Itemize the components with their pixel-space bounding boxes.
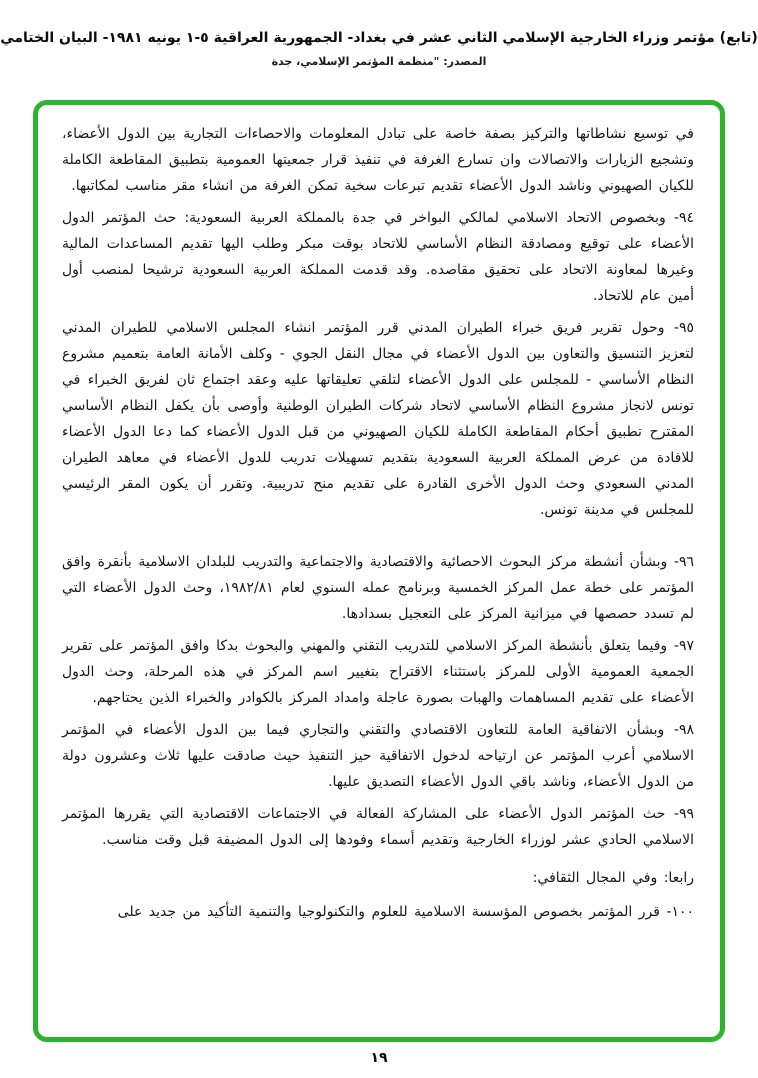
paragraph-98: ٩٨- وبشأن الاتفاقية العامة للتعاون الاقتصادي والتقني والتجاري فيما بين الدول الأعضاء في المؤتمر الاسلامي أعرب المؤتمر عن ارتياحه لدخول الاتفاقية حيز التنفيذ حيث صادقت عليها ثلاث وعشرون دولة من الدول الأعضاء، وناشد باقي الدول الأعضاء التصديق عليها. xyxy=(62,722,694,790)
conference-title: (تابع) مؤتمر وزراء الخارجية الإسلامي الثاني عشر في بغداد- الجمهورية العراقية ‭١-٥‬ يونيه ١٩٨١- البيان الختامي xyxy=(0,30,758,46)
paragraph-continuation: في توسيع نشاطاتها والتركيز بصفة خاصة على تبادل المعلومات والاحصاءات التجارية بين الدول الأعضاء، وتشجيع الزيارات والاتصالات وان تسارع الغرفة في تنفيذ قرار جمعيتها العمومية بتطبيق المقاطعة الكاملة للكيان الصهيوني وناشد الدول الأعضاء تقديم تبرعات سخية تمكن الغرفة من انشاء مقر مناسب لمكاتبها. xyxy=(62,126,694,194)
paragraph-96: ٩٦- وبشأن أنشطة مركز البحوث الاحصائية والاقتصادية والاجتماعية والتدريب للبلدان الاسلامية بأنقرة وافق المؤتمر على خطة عمل المركز الخمسية وبرنامج عمله السنوي لعام ١٩٨٢/٨١، وحث الدول الأعضاء التي لم تسدد حصصها في ميزانية المركز على التعجيل بسدادها. xyxy=(62,554,694,622)
page-number: ١٩ xyxy=(370,1050,388,1066)
section-heading-fourth: رابعا: وفي المجال الثقافي: xyxy=(532,870,694,886)
paragraph-99: ٩٩- حث المؤتمر الدول الأعضاء على المشاركة الفعالة في الاجتماعات الاقتصادية التي يقررها المؤتمر الاسلامي الحادي عشر لوزراء الخارجية وتقديم أسماء وفودها إلى الدول المضيفة قبل وقت مناسب. xyxy=(62,806,694,848)
page-header xyxy=(0,30,758,68)
paragraph-95: ٩٥- وحول تقرير فريق خبراء الطيران المدني قرر المؤتمر انشاء المجلس الاسلامي للطيران المدني لتعزيز التنسيق والتعاون بين الدول الأعضاء في مجال النقل الجوي - وكلف الأمانة العامة بتعميم مشروع النظام الأساسي - للمجلس على الدول الأعضاء لتلقي تعليقاتها عليه وعقد اجتماع ثان لفريق الخبراء في تونس لانجاز مشروع النظام الأساسي لاتحاد شركات الطيران الوطنية وأوصى بأن يكفل النظام الأساسي المقترح تطبيق أحكام المقاطعة الكاملة للكيان الصهيوني من قبل الدول الأعضاء كما دعا الدول الأعضاء للافادة من عرض المملكة العربية السعودية بتقديم تسهيلات تدريب للدول الأعضاء في معاهد الطيران المدني السعودي وحث الدول الأخرى القادرة على تقديم منح تدريبية. وتقرر أن يكون المقر الرئيسي للمجلس في مدينة تونس. xyxy=(62,320,694,518)
paragraph-100: ١٠٠- قرر المؤتمر بخصوص المؤسسة الاسلامية للعلوم والتكنولوجيا والتنمية التأكيد من جديد على xyxy=(117,904,694,920)
source-line: المصدر: "منظمة المؤتمر الإسلامي، جدة xyxy=(271,55,487,68)
paragraph-97: ٩٧- وفيما يتعلق بأنشطة المركز الاسلامي للتدريب التقني والمهني والبحوث بدكا وافق المؤتمر على تقرير الجمعية العمومية الأولى للمركز باستثناء الاقتراح بتغيير اسم المركز في هذه المرحلة، وحث الدول الأعضاء على تقديم المساهمات والهبات بصورة عاجلة وامداد المركز بالكوادر والخبراء الذين يحتاجهم. xyxy=(62,638,694,706)
paragraph-94: ٩٤- وبخصوص الاتحاد الاسلامي لمالكي البواخر في جدة بالمملكة العربية السعودية: حث المؤتمر الدول الأعضاء على توقيع ومصادقة النظام الأساسي للاتحاد بوقت مبكر وطلب اليها تقديم المساعدات المالية وغيرها لمعاونة الاتحاد على تحقيق مقاصده. وقد قدمت المملكة العربية السعودية ترشيحا لمنصب أول أمين عام للاتحاد. xyxy=(62,210,694,304)
document-frame xyxy=(33,100,725,1042)
